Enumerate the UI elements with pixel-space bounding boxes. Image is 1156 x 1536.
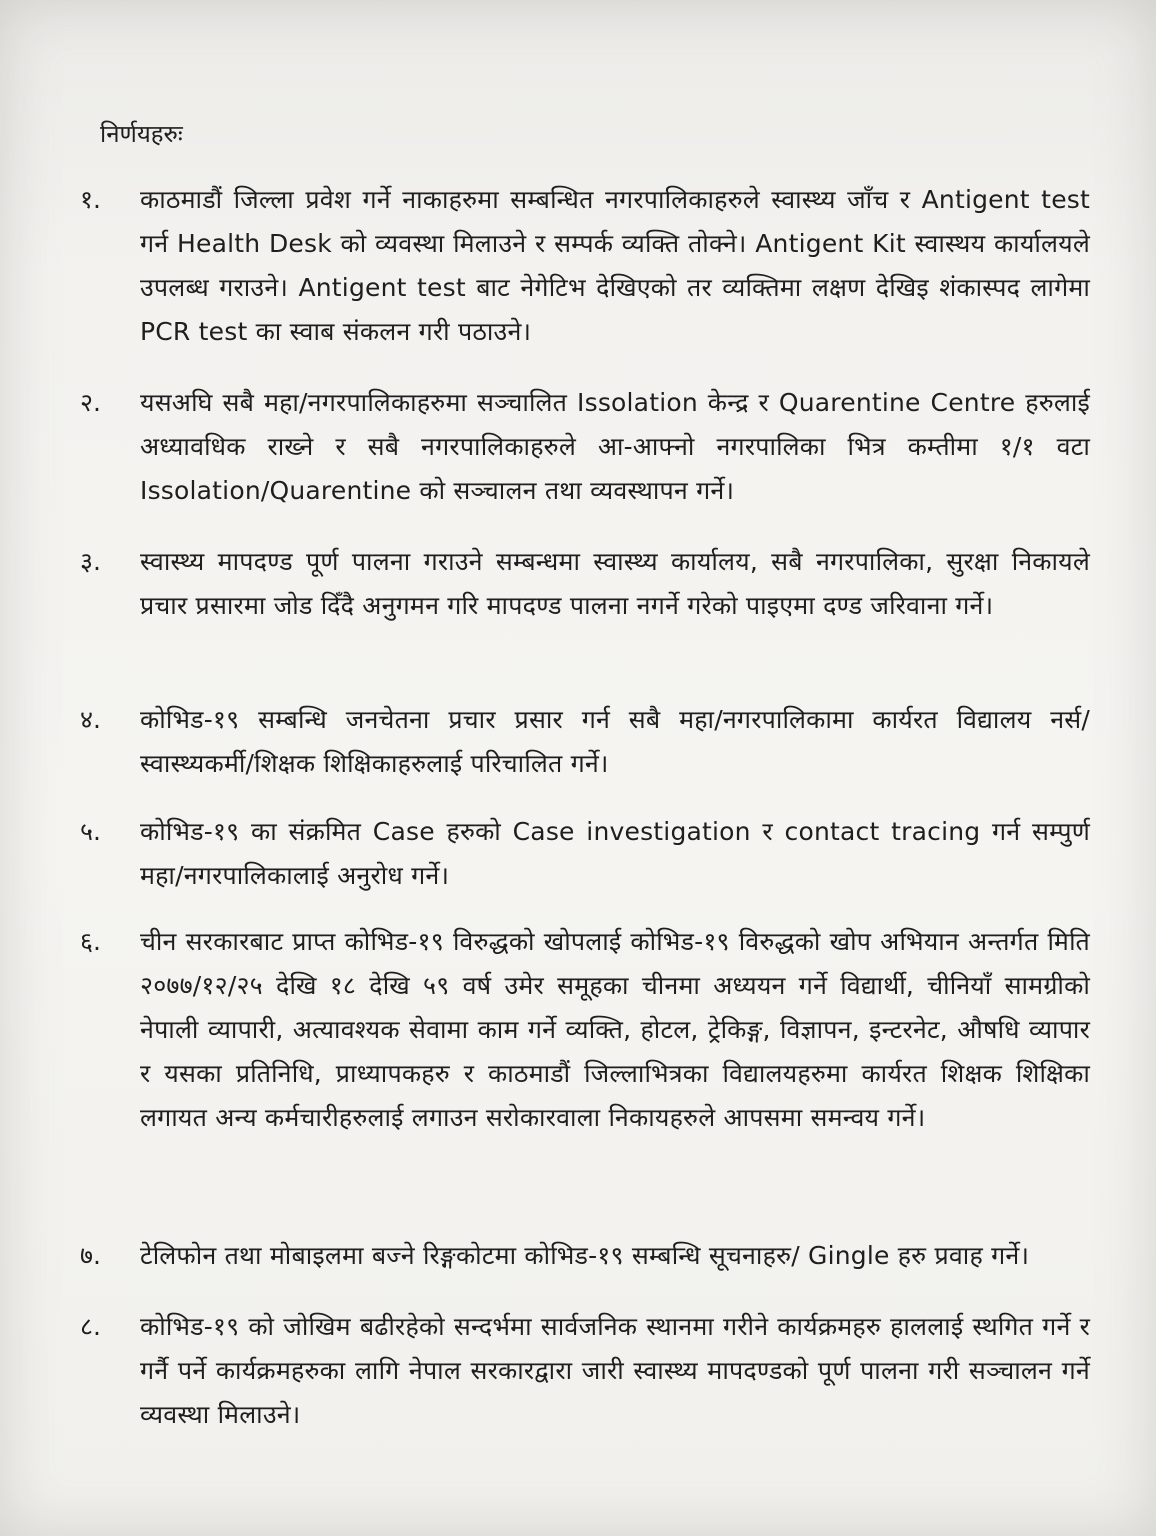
item-number: ७. [80, 1241, 101, 1270]
item-number: २. [80, 388, 101, 417]
item-text: यसअघि सबै महा/नगरपालिकाहरुमा सञ्चालित Issolation केन्द्र र Quarentine Centre हरुलाई अध्यावधिक राख्ने र सबै नगरपालिकाहरुले आ-आफ्नो नगरपालिका भित्र कम्तीमा १/१ वटा Issolation/Quarentine को सञ्चालन तथा व्यवस्थापन गर्ने। [140, 388, 1090, 505]
decision-item-4 [80, 698, 1090, 786]
decision-item-8 [80, 1305, 1090, 1437]
item-text: काठमाडौं जिल्ला प्रवेश गर्ने नाकाहरुमा सम्बन्धित नगरपालिकाहरुले स्वास्थ्य जाँच र Antigent test गर्न Health Desk को व्यवस्था मिलाउने र सम्पर्क व्यक्ति तोक्ने। Antigent Kit स्वास्थय कार्यालयले उपलब्ध गराउने। Antigent test बाट नेगेटिभ देखिएको तर व्यक्तिमा लक्षण देखिइ शंकास्पद लागेमा PCR test का स्वाब संकलन गरी पठाउने। [140, 185, 1090, 346]
decision-item-2 [80, 381, 1090, 513]
item-number: ६. [80, 927, 101, 956]
item-number: ८. [80, 1312, 101, 1341]
item-text: कोभिड-१९ का संक्रमित Case हरुको Case investigation र contact tracing गर्न सम्पुर्ण महा/नगरपालिकालाई अनुरोध गर्ने। [140, 817, 1090, 890]
decision-item-6 [80, 920, 1090, 1140]
item-number: १. [80, 185, 101, 214]
decisions-heading: निर्णयहरुः [100, 120, 183, 148]
item-number: ३. [80, 547, 101, 576]
item-text: स्वास्थ्य मापदण्ड पूर्ण पालना गराउने सम्बन्धमा स्वास्थ्य कार्यालय, सबै नगरपालिका, सुरक्षा निकायले प्रचार प्रसारमा जोड दिँदै अनुगमन गरि मापदण्ड पालना नगर्ने गरेको पाइएमा दण्ड जरिवाना गर्ने। [140, 547, 1090, 620]
item-text: टेलिफोन तथा मोबाइलमा बज्ने रिङ्गकोटमा कोभिड-१९ सम्बन्धि सूचनाहरु/ Gingle हरु प्रवाह गर्ने। [140, 1241, 1030, 1270]
item-number: ५. [80, 817, 101, 846]
decision-item-5 [80, 810, 1090, 898]
item-text: चीन सरकारबाट प्राप्त कोभिड-१९ विरुद्धको खोपलाई कोभिड-१९ विरुद्धको खोप अभियान अन्तर्गत मिति २०७७/१२/२५ देखि १८ देखि ५९ वर्ष उमेर समूहका चीनमा अध्ययन गर्ने विद्यार्थी, चीनियाँ सामग्रीको नेपाली व्यापारी, अत्यावश्यक सेवामा काम गर्ने व्यक्ति, होटल, ट्रेकिङ्ग, विज्ञापन, इन्टरनेट, औषधि व्यापार र यसका प्रतिनिधि, प्राध्यापकहरु र काठमाडौं जिल्लाभित्रका विद्यालयहरुमा कार्यरत शिक्षक शिक्षिका लगायत अन्य कर्मचारीहरुलाई लगाउन सरोकारवाला निकायहरुले आपसमा समन्वय गर्ने। [140, 927, 1090, 1132]
decision-item-7 [80, 1234, 1090, 1278]
decision-item-1 [80, 178, 1090, 354]
decision-item-3 [80, 540, 1090, 628]
item-number: ४. [80, 705, 101, 734]
item-text: कोभिड-१९ को जोखिम बढीरहेको सन्दर्भमा सार्वजनिक स्थानमा गरीने कार्यक्रमहरु हाललाई स्थगित गर्ने र गर्नै पर्ने कार्यक्रमहरुका लागि नेपाल सरकारद्वारा जारी स्वास्थ्य मापदण्डको पूर्ण पालना गरी सञ्चालन गर्ने व्यवस्था मिलाउने। [140, 1312, 1090, 1429]
item-text: कोभिड-१९ सम्बन्धि जनचेतना प्रचार प्रसार गर्न सबै महा/नगरपालिकामा कार्यरत विद्यालय नर्स/स्वास्थ्यकर्मी/शिक्षक शिक्षिकाहरुलाई परिचालित गर्ने। [140, 705, 1090, 778]
